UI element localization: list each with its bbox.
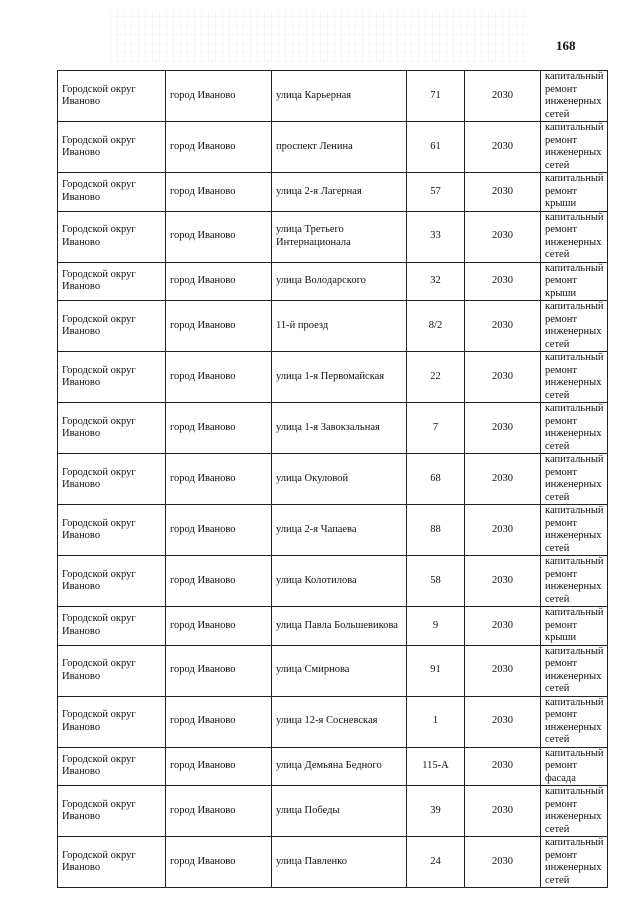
settlement-cell: город Иваново [166,352,272,403]
year-cell: 2030 [465,607,541,646]
municipality-cell: Городской округ Иваново [58,262,166,301]
settlement-cell: город Иваново [166,837,272,888]
street-cell: проспект Ленина [272,122,407,173]
house-number-cell: 39 [407,786,465,837]
work-type-cell: капитальный ремонт инженерных сетей [541,645,608,696]
house-number-cell: 9 [407,607,465,646]
street-cell: улица Павленко [272,837,407,888]
municipality-cell: Городской округ Иваново [58,352,166,403]
table-row [58,122,608,173]
table-row [58,837,608,888]
municipality-cell: Городской округ Иваново [58,454,166,505]
municipality-cell: Городской округ Иваново [58,71,166,122]
settlement-cell: город Иваново [166,607,272,646]
settlement-cell: город Иваново [166,301,272,352]
table-body [58,71,608,888]
table-row [58,747,608,786]
municipality-cell: Городской округ Иваново [58,645,166,696]
work-type-cell: капитальный ремонт инженерных сетей [541,556,608,607]
municipality-cell: Городской округ Иваново [58,211,166,262]
street-cell: улица Победы [272,786,407,837]
street-cell: улица Демьяна Бедного [272,747,407,786]
street-cell: улица 2-я Чапаева [272,505,407,556]
municipality-cell: Городской округ Иваново [58,122,166,173]
house-number-cell: 61 [407,122,465,173]
year-cell: 2030 [465,173,541,212]
settlement-cell: город Иваново [166,645,272,696]
work-type-cell: капитальный ремонт инженерных сетей [541,211,608,262]
work-type-cell: капитальный ремонт инженерных сетей [541,403,608,454]
work-type-cell: капитальный ремонт крыши [541,173,608,212]
street-cell: улица 1-я Первомайская [272,352,407,403]
table-row [58,211,608,262]
street-cell: улица 12-я Сосневская [272,696,407,747]
repair-schedule-table [57,70,608,888]
street-cell: улица 2-я Лагерная [272,173,407,212]
work-type-cell: капитальный ремонт инженерных сетей [541,71,608,122]
house-number-cell: 32 [407,262,465,301]
table-row [58,607,608,646]
municipality-cell: Городской округ Иваново [58,747,166,786]
house-number-cell: 7 [407,403,465,454]
work-type-cell: капитальный ремонт инженерных сетей [541,352,608,403]
year-cell: 2030 [465,71,541,122]
table-row [58,645,608,696]
table-row [58,454,608,505]
table-row [58,403,608,454]
municipality-cell: Городской округ Иваново [58,607,166,646]
house-number-cell: 91 [407,645,465,696]
municipality-cell: Городской округ Иваново [58,505,166,556]
street-cell: улица Павла Большевикова [272,607,407,646]
municipality-cell: Городской округ Иваново [58,403,166,454]
house-number-cell: 57 [407,173,465,212]
street-cell: улица Карьерная [272,71,407,122]
street-cell: улица Окуловой [272,454,407,505]
street-cell: улица Володарского [272,262,407,301]
settlement-cell: город Иваново [166,403,272,454]
year-cell: 2030 [465,122,541,173]
table-row [58,505,608,556]
settlement-cell: город Иваново [166,211,272,262]
municipality-cell: Городской округ Иваново [58,696,166,747]
settlement-cell: город Иваново [166,505,272,556]
year-cell: 2030 [465,556,541,607]
settlement-cell: город Иваново [166,454,272,505]
table-row [58,556,608,607]
table-row [58,352,608,403]
house-number-cell: 71 [407,71,465,122]
year-cell: 2030 [465,301,541,352]
table-row [58,786,608,837]
table-row [58,262,608,301]
municipality-cell: Городской округ Иваново [58,173,166,212]
house-number-cell: 115-А [407,747,465,786]
work-type-cell: капитальный ремонт инженерных сетей [541,505,608,556]
table-row [58,301,608,352]
year-cell: 2030 [465,454,541,505]
year-cell: 2030 [465,645,541,696]
year-cell: 2030 [465,786,541,837]
house-number-cell: 58 [407,556,465,607]
house-number-cell: 68 [407,454,465,505]
work-type-cell: капитальный ремонт инженерных сетей [541,301,608,352]
settlement-cell: город Иваново [166,786,272,837]
settlement-cell: город Иваново [166,173,272,212]
house-number-cell: 33 [407,211,465,262]
work-type-cell: капитальный ремонт крыши [541,607,608,646]
municipality-cell: Городской округ Иваново [58,837,166,888]
work-type-cell: капитальный ремонт инженерных сетей [541,454,608,505]
house-number-cell: 88 [407,505,465,556]
settlement-cell: город Иваново [166,747,272,786]
municipality-cell: Городской округ Иваново [58,786,166,837]
work-type-cell: капитальный ремонт инженерных сетей [541,122,608,173]
scan-artifact [110,10,530,62]
year-cell: 2030 [465,696,541,747]
year-cell: 2030 [465,211,541,262]
house-number-cell: 1 [407,696,465,747]
year-cell: 2030 [465,352,541,403]
house-number-cell: 22 [407,352,465,403]
work-type-cell: капитальный ремонт инженерных сетей [541,696,608,747]
year-cell: 2030 [465,747,541,786]
year-cell: 2030 [465,505,541,556]
table-row [58,696,608,747]
settlement-cell: город Иваново [166,122,272,173]
table-row [58,173,608,212]
table-row [58,71,608,122]
municipality-cell: Городской округ Иваново [58,556,166,607]
settlement-cell: город Иваново [166,696,272,747]
settlement-cell: город Иваново [166,556,272,607]
house-number-cell: 8/2 [407,301,465,352]
house-number-cell: 24 [407,837,465,888]
year-cell: 2030 [465,262,541,301]
work-type-cell: капитальный ремонт инженерных сетей [541,786,608,837]
street-cell: улица Колотилова [272,556,407,607]
year-cell: 2030 [465,837,541,888]
settlement-cell: город Иваново [166,71,272,122]
work-type-cell: капитальный ремонт фасада [541,747,608,786]
work-type-cell: капитальный ремонт инженерных сетей [541,837,608,888]
work-type-cell: капитальный ремонт крыши [541,262,608,301]
municipality-cell: Городской округ Иваново [58,301,166,352]
street-cell: 11-й проезд [272,301,407,352]
street-cell: улица 1-я Завокзальная [272,403,407,454]
street-cell: улица Третьего Интернационала [272,211,407,262]
page-number: 168 [556,38,576,53]
settlement-cell: город Иваново [166,262,272,301]
street-cell: улица Смирнова [272,645,407,696]
year-cell: 2030 [465,403,541,454]
